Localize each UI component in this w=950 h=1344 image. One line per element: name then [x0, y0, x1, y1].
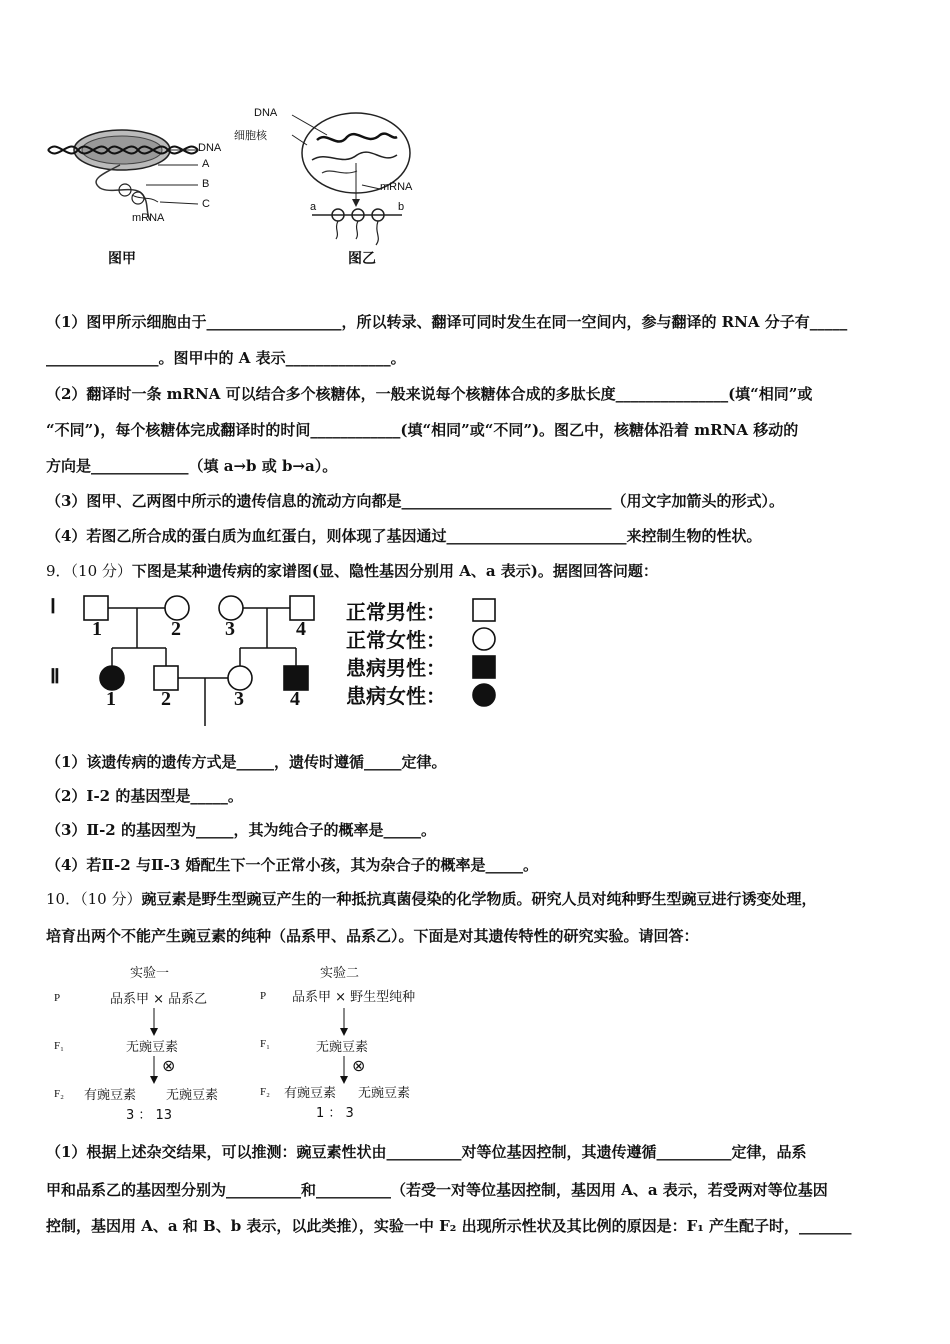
q10-sub1-line1: （1）根据上述杂交结果，可以推测：豌豆素性状由__________对等位基因控制，其遗传遵循__________定律，品系	[46, 1143, 807, 1161]
exp2-f1-label: F₁	[260, 1038, 270, 1050]
q10-sub1-line3: 控制，基因用 A、a 和 B、b 表示，以此类推），实验一中 F₂ 出现所示性状及其比例的原因是：F₁ 产生配子时，_______	[46, 1217, 852, 1235]
yi-label-dna: DNA	[254, 107, 278, 119]
exp2-p-label: P	[260, 990, 267, 1002]
exp1-f1-label: F₁	[54, 1040, 64, 1052]
figure-yi-caption: 图乙	[348, 251, 376, 267]
q9-sub4: （4）若Ⅱ-2 与Ⅱ-3 婚配生下一个正常小孩，其为杂合子的概率是_____。	[46, 856, 538, 874]
legend-symbols	[468, 596, 502, 712]
exp1-ratio: 3 ： 13	[126, 1108, 173, 1123]
q8-part2-line2: “不同”)，每个核糖体完成翻译时的时间____________(填“相同”或“不同”)。图乙中，核糖体沿着 mRNA 移动的	[46, 421, 799, 439]
yi-label-b: b	[398, 201, 405, 213]
q8-part1-line1: （1）图甲所示细胞由于__________________，所以转录、翻译可同时发生在同一空间内，参与翻译的 RNA 分子有_____	[46, 313, 848, 331]
q8-part4: （4）若图乙所合成的蛋白质为血红蛋白，则体现了基因通过________________________来控制生物的性状。	[46, 527, 762, 545]
gen1-id-4: 4	[296, 618, 306, 640]
pedigree-chart	[40, 590, 340, 730]
jia-label-mrna: mRNA	[132, 212, 165, 224]
jia-label-b: B	[202, 178, 210, 190]
legend-affected-female: 患病女性：	[346, 684, 446, 708]
q8-part1-line2: _______________。图甲中的 A 表示______________。	[46, 349, 406, 367]
prokaryote-transcription-diagram	[40, 120, 240, 250]
figure-jia	[40, 120, 240, 270]
q10-number: 10．（10 分）	[46, 890, 142, 908]
exp2-cross: 品系甲 × 野生型纯种	[292, 990, 416, 1005]
q10-header-line2: 培育出两个不能产生豌豆素的纯种（品系甲、品系乙）。下面是对其遗传特性的研究实验。请回答：	[46, 927, 699, 945]
exp2-f2-label: F₂	[260, 1086, 270, 1098]
q10-sub1-line2: 甲和品系乙的基因型分别为__________和__________（若受一对等位基因控制，基因用 A、a 表示，若受两对等位基因	[46, 1181, 828, 1199]
legend-normal-male: 正常男性：	[346, 600, 446, 624]
exp1-f1-result: 无豌豆素	[126, 1040, 179, 1055]
gen1-id-1: 1	[92, 618, 102, 640]
gen1-id-2: 2	[171, 618, 181, 640]
generation-label-1: Ⅰ	[50, 596, 56, 618]
jia-label-dna: DNA	[198, 142, 222, 154]
yi-label-a: a	[310, 201, 317, 213]
experiment-diagrams	[48, 960, 428, 1123]
exp1-title: 实验一	[130, 966, 170, 981]
q9-number: 9．（10 分）	[46, 562, 132, 580]
exp1-cross: 品系甲 × 品系乙	[110, 992, 208, 1007]
gen2-id-1: 1	[106, 688, 116, 710]
exp2-f2-without: 无豌豆素	[358, 1086, 411, 1101]
gen2-id-4: 4	[290, 688, 300, 710]
gen2-id-2: 2	[161, 688, 171, 710]
q9-sub2: （2）Ⅰ-2 的基因型是_____。	[46, 787, 243, 805]
q8-part3: （3）图甲、乙两图中所示的遗传信息的流动方向都是____________________________（用文字加箭头的形式）。	[46, 492, 784, 510]
exp1-f2-with: 有豌豆素	[84, 1088, 137, 1103]
exp2-f2-with: 有豌豆素	[284, 1086, 337, 1101]
exp1-p-label: P	[54, 992, 61, 1004]
gen2-id-3: 3	[234, 688, 244, 710]
exp2-ratio: 1 ： 3	[316, 1106, 354, 1121]
figure-jia-caption: 图甲	[108, 251, 136, 267]
legend-normal-female: 正常女性：	[346, 628, 446, 652]
q9-header	[46, 561, 658, 581]
q10-header	[46, 889, 816, 909]
exp1-f2-label: F₂	[54, 1088, 64, 1100]
exp1-f2-without: 无豌豆素	[166, 1088, 219, 1103]
q8-part2-line1: （2）翻译时一条 mRNA 可以结合多个核糖体，一般来说每个核糖体合成的多肽长度_______________(填“相同”或	[46, 385, 813, 403]
figure-yi	[232, 105, 432, 270]
yi-label-nucleus: 细胞核	[234, 130, 267, 142]
pedigree-legend	[346, 596, 516, 716]
exp1-selfing-symbol: ⊗	[162, 1056, 176, 1075]
q10-header-text: 豌豆素是野生型豌豆产生的一种抵抗真菌侵染的化学物质。研究人员对纯种野生型豌豆进行诱变处理，	[141, 890, 817, 908]
exp2-f1-result: 无豌豆素	[316, 1040, 369, 1055]
exp2-title: 实验二	[320, 966, 360, 981]
q9-sub3: （3）Ⅱ-2 的基因型为_____，其为纯合子的概率是_____。	[46, 821, 436, 839]
q8-part2-line3: 方向是_____________（填 a→b 或 b→a）。	[46, 457, 338, 475]
gen1-id-3: 3	[225, 618, 235, 640]
yi-label-mrna: mRNA	[380, 181, 413, 193]
q9-header-text: 下图是某种遗传病的家谱图(显、隐性基因分别用 A、a 表示)。据图回答问题：	[131, 562, 658, 580]
exp2-selfing-symbol: ⊗	[352, 1056, 366, 1075]
q9-sub1: （1）该遗传病的遗传方式是_____，遗传时遵循_____定律。	[46, 753, 447, 771]
jia-label-c: C	[202, 198, 210, 210]
legend-affected-male: 患病男性：	[346, 656, 446, 680]
jia-label-a: A	[202, 158, 210, 170]
generation-label-2: Ⅱ	[50, 666, 60, 688]
